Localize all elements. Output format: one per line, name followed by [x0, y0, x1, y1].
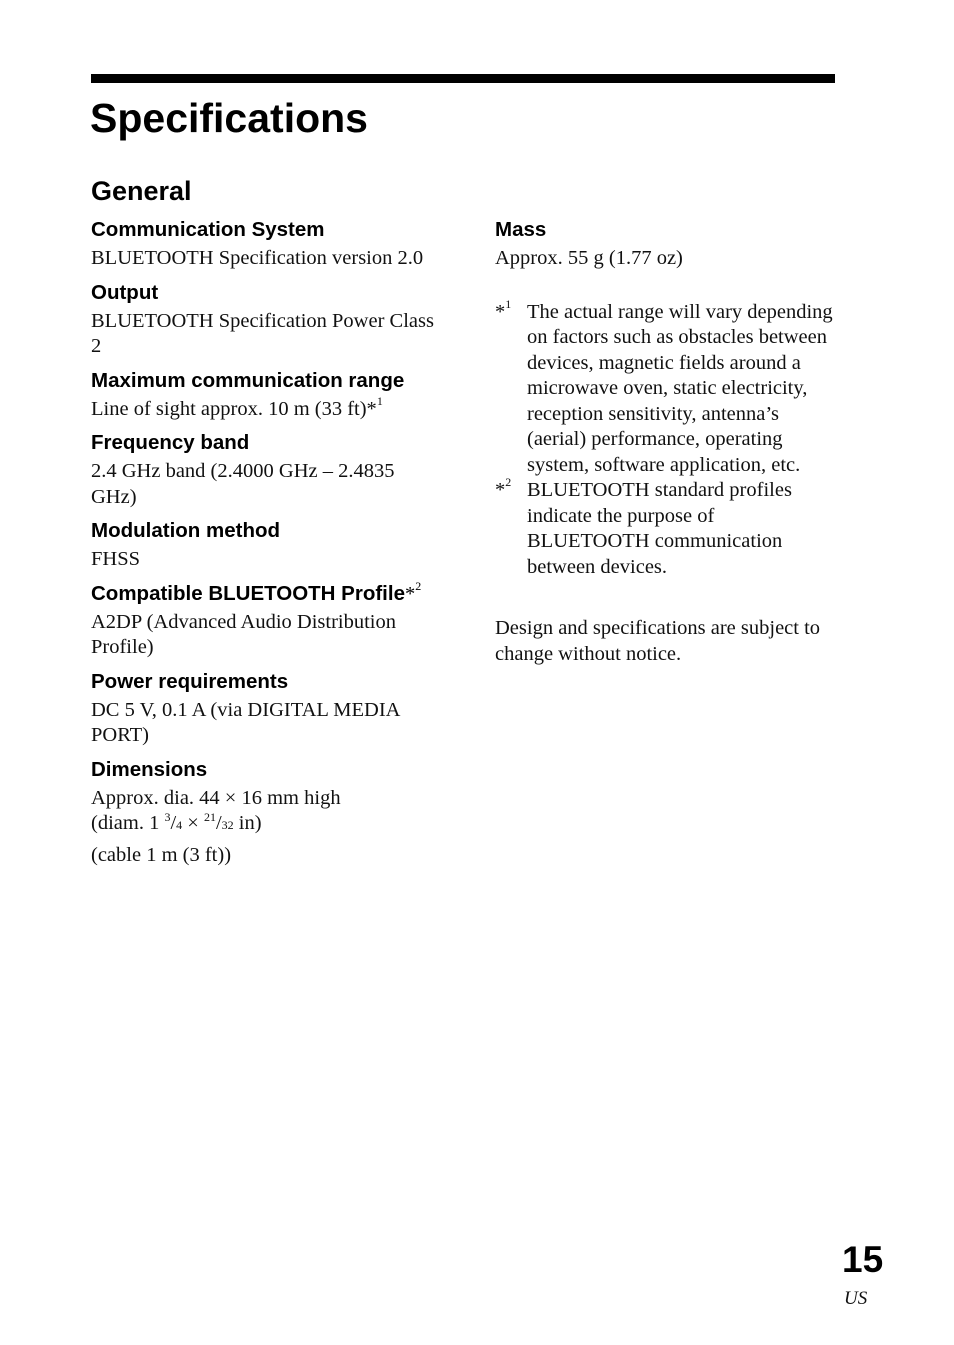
footnotes — [495, 296, 840, 581]
footnote-mark: * — [404, 582, 416, 605]
spec-value — [91, 393, 436, 423]
footnote-mark — [495, 475, 512, 504]
footnote-ref: 1 — [376, 393, 383, 408]
dim-prefix: (diam. 1 — [91, 812, 165, 834]
specs-left-column — [91, 217, 436, 876]
spec-value-text: Line of sight approx. 10 m (33 ft)* — [91, 397, 377, 420]
spec-label: Output — [91, 280, 159, 304]
spec-dimensions — [91, 757, 436, 869]
fraction-denominator: 32 — [221, 818, 234, 832]
footnote-asterisk: * — [495, 300, 506, 323]
fraction-numerator: 21 — [203, 810, 216, 825]
spec-label — [91, 578, 436, 607]
spec-mass — [495, 217, 840, 272]
spec-value: DC 5 V, 0.1 A (via DIGITAL MEDIA PORT) — [91, 698, 400, 746]
spec-value: BLUETOOTH Specification Power Class 2 — [91, 309, 434, 357]
dim-times: × — [182, 812, 204, 834]
footnote-asterisk: * — [495, 479, 506, 501]
spec-max-range — [91, 368, 436, 423]
spec-value: FHSS — [91, 548, 141, 570]
footnote-ref: 2 — [415, 578, 422, 593]
specs-right-column — [495, 217, 840, 667]
spec-label: Maximum communication range — [91, 368, 405, 392]
dim-suffix: in) — [233, 812, 262, 834]
fraction-denominator: 4 — [176, 818, 183, 832]
spec-value: 2.4 GHz band (2.4000 GHz – 2.4835 GHz) — [91, 460, 395, 508]
spec-value: (cable 1 m (3 ft)) — [91, 843, 232, 866]
spec-value: Approx. 55 g (1.77 oz) — [495, 247, 683, 269]
title-rule — [91, 74, 835, 83]
page-number: 15 — [842, 1239, 884, 1280]
spec-value: Approx. dia. 44 × 16 mm high — [91, 786, 341, 809]
spec-label: Dimensions — [91, 757, 208, 781]
spec-label: Modulation method — [91, 519, 281, 542]
spec-communication-system — [91, 217, 436, 272]
closing-note: Design and specifications are subject to change without notice. — [495, 617, 821, 665]
spec-label-text: Compatible BLUETOOTH Profile — [91, 581, 405, 605]
footnote-number: 1 — [505, 296, 512, 311]
footnote-text: The actual range will vary depending on factors such as obstacles between devices, magnetic fields around a microwave oven, static electricity, reception sensitivity, antenna’s (aerial) performance, operating system, software application, etc. — [527, 300, 833, 476]
spec-power — [91, 669, 436, 749]
footnote — [495, 296, 840, 479]
spec-label: Power requirements — [91, 669, 289, 693]
footnote-mark — [495, 296, 512, 326]
spec-label: Communication System — [91, 218, 325, 241]
spec-label: Mass — [495, 218, 547, 241]
spec-value: A2DP (Advanced Audio Distribution Profile) — [91, 610, 397, 658]
page-region-code: US — [844, 1288, 868, 1309]
fraction-numerator: 3 — [164, 810, 171, 825]
footnote-number: 2 — [505, 475, 512, 490]
spec-output — [91, 280, 436, 360]
spec-label: Frequency band — [91, 431, 250, 454]
spec-profile — [91, 578, 436, 661]
spec-modulation — [91, 518, 436, 573]
footnote-text: BLUETOOTH standard profiles indicate the purpose of BLUETOOTH communication between devices. — [527, 479, 792, 578]
page-title: Specifications — [90, 95, 368, 141]
footnote — [495, 475, 840, 580]
section-title: General — [91, 176, 192, 206]
spec-value: (diam. 1 $^3$/4 × $^{21}$/32 in) — [91, 810, 262, 834]
spec-frequency-band — [91, 430, 436, 510]
spec-value: BLUETOOTH Specification version 2.0 — [91, 247, 424, 269]
